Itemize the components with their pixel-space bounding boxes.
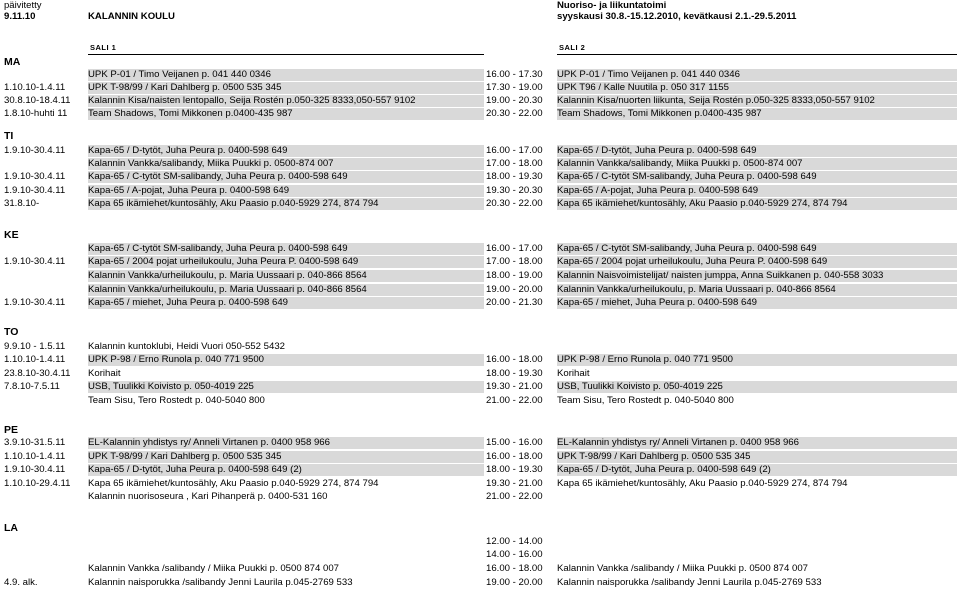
- hall-1-booking: Kapa 65 ikämiehet/kuntosähly, Aku Paasio p.040-5929 274, 874 794: [88, 198, 484, 210]
- hall-1-booking: UPK T-98/99 / Kari Dahlberg p. 0500 535 345: [88, 82, 484, 94]
- row-time: 19.30 - 21.00: [486, 381, 543, 392]
- schedule-row: [0, 270, 960, 282]
- hall-2-booking: Korihait: [557, 368, 590, 379]
- schedule-row: [0, 536, 960, 548]
- row-date: 7.8.10-7.5.11: [4, 381, 60, 392]
- row-time: [486, 341, 556, 353]
- hall-2-booking: Kapa-65 / miehet, Juha Peura p. 0400-598 649: [557, 297, 957, 309]
- schedule-row: [0, 437, 960, 449]
- hall-2-booking: UPK P-98 / Erno Runola p. 040 771 9500: [557, 354, 957, 366]
- row-time: 16.00 - 18.00: [486, 563, 543, 574]
- schedule-row: [0, 198, 960, 210]
- hall-1-booking: Kalannin Vankka/urheilukoulu, p. Maria Uussaari p. 040-866 8564: [88, 284, 484, 296]
- day-label-ti: TI: [4, 130, 14, 142]
- hall-1-booking: Kapa-65 / A-pojat, Juha Peura p. 0400-598 649: [88, 185, 484, 197]
- hall-2-booking: Kapa 65 ikämiehet/kuntosähly, Aku Paasio p.040-5929 274, 874 794: [557, 478, 848, 489]
- hall-1-underline: [88, 54, 484, 55]
- row-date: 1.10.10-29.4.11: [4, 478, 71, 489]
- row-time: 18.00 - 19.30: [486, 464, 543, 475]
- schedule-row: [0, 297, 960, 309]
- row-time: 17.30 - 19.00: [486, 82, 543, 93]
- hall-2-booking: Team Shadows, Tomi Mikkonen p.0400-435 987: [557, 108, 957, 120]
- hall-1-booking: Kapa 65 ikämiehet/kuntosähly, Aku Paasio p.040-5929 274, 874 794: [88, 478, 379, 489]
- hall-2-booking: [557, 491, 957, 503]
- hall-2-booking: EL-Kalannin yhdistys ry/ Anneli Virtanen p. 0400 958 966: [557, 437, 957, 449]
- schedule-row: [0, 549, 960, 561]
- hall-1-booking: Kapa-65 / D-tytöt, Juha Peura p. 0400-598 649 (2): [88, 464, 484, 476]
- row-date: [4, 549, 86, 561]
- hall-2-header: SALI 2: [559, 43, 586, 52]
- hall-1-booking: UPK P-01 / Timo Veijanen p. 041 440 0346: [88, 69, 484, 81]
- season-period: syyskausi 30.8.-15.12.2010, kevätkausi 2.1.-29.5.2011: [557, 11, 797, 22]
- row-date: [4, 563, 86, 575]
- hall-1-booking: Kapa-65 / D-tytöt, Juha Peura p. 0400-598 649: [88, 145, 484, 157]
- schedule-row: [0, 478, 960, 490]
- hall-2-booking: Kalannin naisporukka /salibandy Jenni Laurila p.045-2769 533: [557, 577, 822, 588]
- row-time: 19.00 - 20.00: [486, 284, 543, 295]
- day-label-la: LA: [4, 522, 18, 534]
- row-date: 1.9.10-30.4.11: [4, 171, 66, 182]
- row-time: 15.00 - 16.00: [486, 437, 543, 448]
- row-date: 1.9.10-30.4.11: [4, 256, 66, 267]
- hall-1-booking: USB, Tuulikki Koivisto p. 050-4019 225: [88, 381, 484, 393]
- row-time: 21.00 - 22.00: [486, 491, 543, 502]
- schedule-row: [0, 341, 960, 353]
- row-date: 9.9.10 - 1.5.11: [4, 341, 66, 352]
- row-date: [4, 270, 86, 282]
- hall-2-booking: UPK T96 / Kalle Nuutila p. 050 317 1155: [557, 82, 957, 94]
- row-date: [4, 243, 86, 255]
- row-date: 1.10.10-1.4.11: [4, 82, 66, 93]
- row-time: 17.00 - 18.00: [486, 158, 543, 169]
- hall-1-booking: Kapa-65 / C-tytöt SM-salibandy, Juha Peura p. 0400-598 649: [88, 171, 484, 183]
- hall-2-booking: [557, 341, 957, 353]
- row-time: 16.00 - 17.00: [486, 243, 543, 254]
- hall-1-booking: [88, 549, 484, 561]
- hall-2-booking: Kalannin Vankka /salibandy / Miika Puukki p. 0500 874 007: [557, 563, 809, 574]
- row-date: [4, 491, 86, 503]
- schedule-row: [0, 284, 960, 296]
- row-date: 1.9.10-30.4.11: [4, 185, 66, 196]
- row-time: 20.00 - 21.30: [486, 297, 543, 308]
- hall-2-booking: [557, 536, 957, 548]
- schedule-row: [0, 243, 960, 255]
- row-time: 16.00 - 17.30: [486, 69, 543, 80]
- updated-label: päivitetty: [4, 0, 42, 11]
- day-label-pe: PE: [4, 424, 19, 436]
- row-time: 18.00 - 19.30: [486, 171, 543, 182]
- row-date: 1.10.10-1.4.11: [4, 354, 66, 365]
- row-time: 19.30 - 20.30: [486, 185, 543, 196]
- schedule-row: [0, 69, 960, 81]
- row-date: [4, 536, 86, 548]
- schedule-row: [0, 171, 960, 183]
- day-label-to: TO: [4, 326, 19, 338]
- hall-2-underline: [557, 54, 957, 55]
- row-date: 31.8.10-: [4, 198, 40, 209]
- row-date: 1.9.10-30.4.11: [4, 464, 66, 475]
- schedule-row: [0, 108, 960, 120]
- hall-1-booking: Kapa-65 / C-tytöt SM-salibandy, Juha Peura p. 0400-598 649: [88, 243, 484, 255]
- row-time: 14.00 - 16.00: [486, 549, 543, 560]
- hall-2-booking: Kalannin Kisa/nuorten liikunta, Seija Rostén p.050-325 8333,050-557 9102: [557, 95, 957, 107]
- hall-2-booking: Kapa-65 / C-tytöt SM-salibandy, Juha Peura p. 0400-598 649: [557, 243, 957, 255]
- schedule-row: [0, 256, 960, 268]
- row-date: 1.9.10-30.4.11: [4, 297, 66, 308]
- hall-1-booking: Kapa-65 / 2004 pojat urheilukoulu, Juha Peura P. 0400-598 649: [88, 256, 484, 268]
- row-date: 1.8.10-huhti 11: [4, 108, 68, 119]
- schedule-row: [0, 95, 960, 107]
- row-date: 30.8.10-18.4.11: [4, 95, 71, 106]
- org-name: Nuoriso- ja liikuntatoimi: [557, 0, 667, 11]
- hall-2-booking: Kapa 65 ikämiehet/kuntosähly, Aku Paasio p.040-5929 274, 874 794: [557, 198, 957, 210]
- row-date: 23.8.10-30.4.11: [4, 368, 71, 379]
- hall-1-booking: Kalannin Vankka /salibandy / Miika Puukki p. 0500 874 007: [88, 563, 340, 574]
- schedule-row: [0, 451, 960, 463]
- hall-1-booking: [88, 536, 484, 548]
- hall-1-booking: Kalannin kuntoklubi, Heidi Vuori 050-552 5432: [88, 341, 285, 352]
- row-time: 18.00 - 19.30: [486, 368, 543, 379]
- row-time: 19.00 - 20.30: [486, 95, 543, 106]
- row-time: 18.00 - 19.00: [486, 270, 543, 281]
- hall-2-booking: Kapa-65 / A-pojat, Juha Peura p. 0400-598 649: [557, 185, 957, 197]
- hall-2-booking: UPK T-98/99 / Kari Dahlberg p. 0500 535 345: [557, 451, 957, 463]
- hall-1-booking: Team Sisu, Tero Rostedt p. 040-5040 800: [88, 395, 265, 406]
- hall-1-booking: EL-Kalannin yhdistys ry/ Anneli Virtanen p. 0400 958 966: [88, 437, 484, 449]
- row-time: 19.00 - 20.00: [486, 577, 543, 588]
- hall-2-booking: Kapa-65 / 2004 pojat urheilukoulu, Juha Peura P. 0400-598 649: [557, 256, 957, 268]
- hall-1-booking: Kalannin naisporukka /salibandy Jenni Laurila p.045-2769 533: [88, 577, 353, 588]
- row-time: 16.00 - 17.00: [486, 145, 543, 156]
- schedule-row: [0, 158, 960, 170]
- hall-2-booking: Team Sisu, Tero Rostedt p. 040-5040 800: [557, 395, 734, 406]
- hall-2-booking: UPK P-01 / Timo Veijanen p. 041 440 0346: [557, 69, 957, 81]
- row-date: 1.10.10-1.4.11: [4, 451, 66, 462]
- hall-1-booking: UPK P-98 / Erno Runola p. 040 771 9500: [88, 354, 484, 366]
- hall-1-booking: Korihait: [88, 368, 121, 379]
- schedule-row: [0, 82, 960, 94]
- updated-date: 9.11.10: [4, 11, 36, 22]
- hall-1-booking: Kalannin nuorisoseura , Kari Pihanperä p. 0400-531 160: [88, 491, 328, 502]
- schedule-row: [0, 354, 960, 366]
- hall-2-booking: Kalannin Vankka/salibandy, Miika Puukki p. 0500-874 007: [557, 158, 957, 170]
- row-date: [4, 69, 86, 81]
- row-time: 20.30 - 22.00: [486, 108, 543, 119]
- schedule-row: [0, 185, 960, 197]
- row-date: [4, 284, 86, 296]
- hall-1-booking: Team Shadows, Tomi Mikkonen p.0400-435 987: [88, 108, 484, 120]
- row-date: 3.9.10-31.5.11: [4, 437, 66, 448]
- hall-2-booking: Kalannin Vankka/urheilukoulu, p. Maria Uussaari p. 040-866 8564: [557, 284, 957, 296]
- day-label-ma: MA: [4, 56, 21, 68]
- hall-1-booking: Kapa-65 / miehet, Juha Peura p. 0400-598 649: [88, 297, 484, 309]
- schedule-row: [0, 368, 960, 380]
- hall-1-booking: UPK T-98/99 / Kari Dahlberg p. 0500 535 345: [88, 451, 484, 463]
- row-time: 12.00 - 14.00: [486, 536, 543, 547]
- hall-2-booking: Kapa-65 / D-tytöt, Juha Peura p. 0400-598 649: [557, 145, 957, 157]
- row-time: 21.00 - 22.00: [486, 395, 543, 406]
- schedule-row: [0, 563, 960, 575]
- row-time: 16.00 - 18.00: [486, 451, 543, 462]
- hall-2-booking: Kalannin Naisvoimistelijat/ naisten jumppa, Anna Suikkanen p. 040-558 3033: [557, 270, 957, 282]
- schedule-row: [0, 395, 960, 407]
- hall-2-booking: USB, Tuulikki Koivisto p. 050-4019 225: [557, 381, 957, 393]
- hall-2-booking: [557, 549, 957, 561]
- hall-2-booking: Kapa-65 / D-tytöt, Juha Peura p. 0400-598 649 (2): [557, 464, 957, 476]
- row-time: 20.30 - 22.00: [486, 198, 543, 209]
- day-label-ke: KE: [4, 229, 19, 241]
- row-time: 17.00 - 18.00: [486, 256, 543, 267]
- row-date: [4, 158, 86, 170]
- row-time: 19.30 - 21.00: [486, 478, 543, 489]
- hall-2-booking: Kapa-65 / C-tytöt SM-salibandy, Juha Peura p. 0400-598 649: [557, 171, 957, 183]
- schedule-row: [0, 145, 960, 157]
- row-date: 1.9.10-30.4.11: [4, 145, 66, 156]
- schedule-row: [0, 464, 960, 476]
- row-date: [4, 395, 86, 407]
- schedule-row: [0, 577, 960, 589]
- school-name: KALANNIN KOULU: [88, 11, 175, 22]
- row-time: 16.00 - 18.00: [486, 354, 543, 365]
- hall-1-booking: Kalannin Kisa/naisten lentopallo, Seija Rostén p.050-325 8333,050-557 9102: [88, 95, 484, 107]
- hall-1-booking: Kalannin Vankka/salibandy, Miika Puukki p. 0500-874 007: [88, 158, 484, 170]
- schedule-row: [0, 491, 960, 503]
- schedule-row: [0, 381, 960, 393]
- hall-1-header: SALI 1: [90, 43, 117, 52]
- row-date: 4.9. alk.: [4, 577, 38, 588]
- hall-1-booking: Kalannin Vankka/urheilukoulu, p. Maria Uussaari p. 040-866 8564: [88, 270, 484, 282]
